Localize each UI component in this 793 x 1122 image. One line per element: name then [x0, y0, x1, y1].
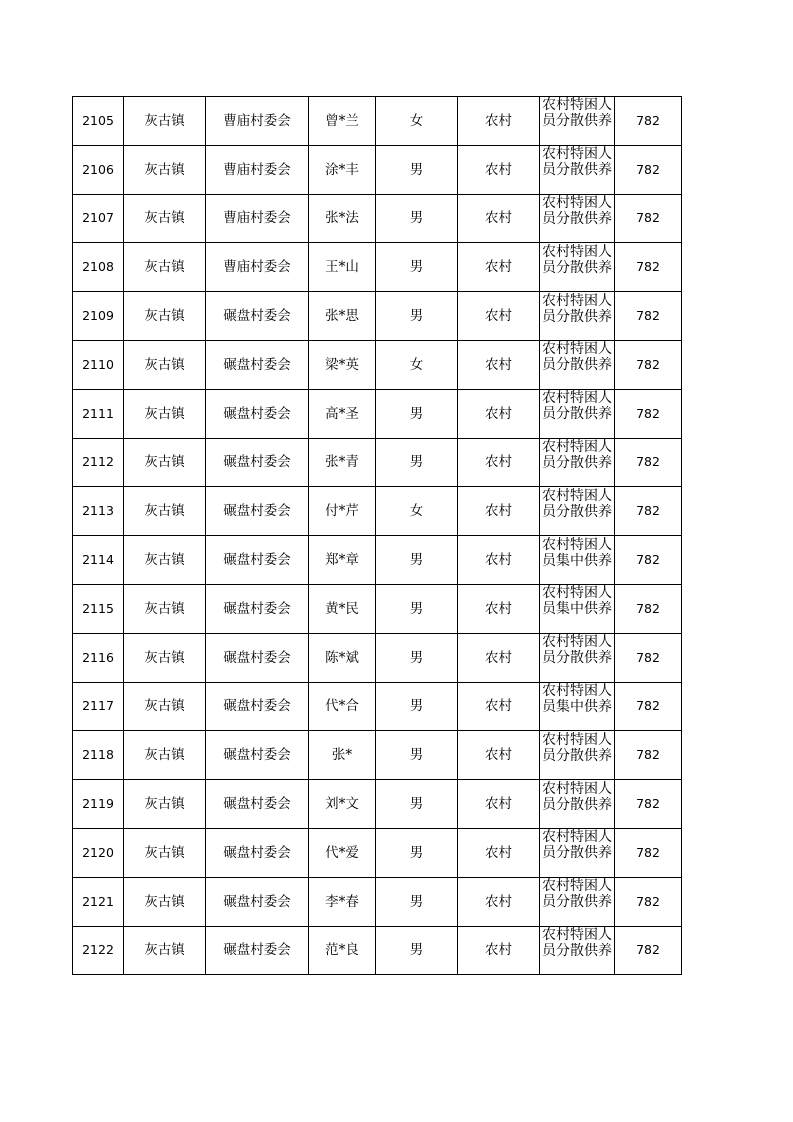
village-committee-cell: 碾盘村委会 — [206, 828, 309, 877]
name-cell: 郑*章 — [309, 536, 376, 585]
support-type-text: 农村特困人员分散供养 — [542, 194, 612, 227]
table-row — [73, 487, 682, 536]
gender-cell: 男 — [376, 536, 458, 585]
serial-number-cell: 2108 — [73, 243, 124, 292]
amount-cell: 782 — [615, 828, 682, 877]
gender-cell: 男 — [376, 584, 458, 633]
town-cell: 灰古镇 — [124, 97, 206, 146]
support-type-text: 农村特困人员集中供养 — [542, 682, 612, 715]
town-cell: 灰古镇 — [124, 877, 206, 926]
gender-cell: 男 — [376, 633, 458, 682]
area-type-cell: 农村 — [458, 780, 540, 829]
records-table-body — [73, 97, 682, 975]
support-type-cell — [540, 536, 615, 585]
support-type-cell — [540, 194, 615, 243]
serial-number-cell: 2121 — [73, 877, 124, 926]
table-row — [73, 145, 682, 194]
serial-number-cell: 2112 — [73, 438, 124, 487]
town-cell: 灰古镇 — [124, 438, 206, 487]
area-type-cell: 农村 — [458, 340, 540, 389]
amount-cell: 782 — [615, 731, 682, 780]
gender-cell: 男 — [376, 145, 458, 194]
village-committee-cell: 曹庙村委会 — [206, 194, 309, 243]
name-cell: 高*圣 — [309, 389, 376, 438]
name-cell: 刘*文 — [309, 780, 376, 829]
support-type-text: 农村特困人员分散供养 — [542, 780, 612, 813]
area-type-cell: 农村 — [458, 243, 540, 292]
village-committee-cell: 碾盘村委会 — [206, 877, 309, 926]
support-type-text: 农村特困人员分散供养 — [542, 487, 612, 520]
serial-number-cell: 2113 — [73, 487, 124, 536]
amount-cell: 782 — [615, 487, 682, 536]
table-row — [73, 780, 682, 829]
gender-cell: 男 — [376, 828, 458, 877]
village-committee-cell: 碾盘村委会 — [206, 584, 309, 633]
area-type-cell: 农村 — [458, 536, 540, 585]
support-type-text: 农村特困人员分散供养 — [542, 731, 612, 764]
area-type-cell: 农村 — [458, 438, 540, 487]
area-type-cell: 农村 — [458, 194, 540, 243]
area-type-cell: 农村 — [458, 682, 540, 731]
support-type-cell — [540, 97, 615, 146]
support-type-cell — [540, 682, 615, 731]
support-type-cell — [540, 487, 615, 536]
table-row — [73, 731, 682, 780]
area-type-cell: 农村 — [458, 731, 540, 780]
town-cell: 灰古镇 — [124, 926, 206, 975]
support-type-text: 农村特困人员分散供养 — [542, 390, 612, 423]
area-type-cell: 农村 — [458, 633, 540, 682]
area-type-cell: 农村 — [458, 828, 540, 877]
gender-cell: 男 — [376, 780, 458, 829]
table-row — [73, 97, 682, 146]
table-row — [73, 438, 682, 487]
amount-cell: 782 — [615, 926, 682, 975]
village-committee-cell: 曹庙村委会 — [206, 97, 309, 146]
support-type-cell — [540, 780, 615, 829]
serial-number-cell: 2109 — [73, 292, 124, 341]
name-cell: 李*春 — [309, 877, 376, 926]
village-committee-cell: 碾盘村委会 — [206, 340, 309, 389]
town-cell: 灰古镇 — [124, 340, 206, 389]
town-cell: 灰古镇 — [124, 780, 206, 829]
town-cell: 灰古镇 — [124, 682, 206, 731]
area-type-cell: 农村 — [458, 389, 540, 438]
table-row — [73, 584, 682, 633]
amount-cell: 782 — [615, 340, 682, 389]
village-committee-cell: 碾盘村委会 — [206, 292, 309, 341]
table-row — [73, 292, 682, 341]
area-type-cell: 农村 — [458, 584, 540, 633]
support-type-text: 农村特困人员分散供养 — [542, 243, 612, 276]
amount-cell: 782 — [615, 389, 682, 438]
serial-number-cell: 2106 — [73, 145, 124, 194]
support-type-cell — [540, 292, 615, 341]
village-committee-cell: 碾盘村委会 — [206, 780, 309, 829]
support-type-cell — [540, 633, 615, 682]
serial-number-cell: 2118 — [73, 731, 124, 780]
gender-cell: 男 — [376, 877, 458, 926]
name-cell: 黄*民 — [309, 584, 376, 633]
amount-cell: 782 — [615, 292, 682, 341]
name-cell: 梁*英 — [309, 340, 376, 389]
gender-cell: 女 — [376, 340, 458, 389]
name-cell: 代*合 — [309, 682, 376, 731]
table-row — [73, 877, 682, 926]
serial-number-cell: 2119 — [73, 780, 124, 829]
serial-number-cell: 2122 — [73, 926, 124, 975]
amount-cell: 782 — [615, 438, 682, 487]
support-type-cell — [540, 877, 615, 926]
village-committee-cell: 曹庙村委会 — [206, 145, 309, 194]
amount-cell: 782 — [615, 633, 682, 682]
gender-cell: 女 — [376, 487, 458, 536]
table-row — [73, 828, 682, 877]
name-cell: 张*青 — [309, 438, 376, 487]
serial-number-cell: 2105 — [73, 97, 124, 146]
serial-number-cell: 2120 — [73, 828, 124, 877]
support-type-text: 农村特困人员集中供养 — [542, 536, 612, 569]
table-row — [73, 536, 682, 585]
name-cell: 张*法 — [309, 194, 376, 243]
name-cell: 代*爱 — [309, 828, 376, 877]
area-type-cell: 农村 — [458, 926, 540, 975]
amount-cell: 782 — [615, 536, 682, 585]
area-type-cell: 农村 — [458, 487, 540, 536]
support-type-cell — [540, 731, 615, 780]
village-committee-cell: 碾盘村委会 — [206, 633, 309, 682]
serial-number-cell: 2107 — [73, 194, 124, 243]
table-row — [73, 926, 682, 975]
village-committee-cell: 碾盘村委会 — [206, 731, 309, 780]
name-cell: 张*思 — [309, 292, 376, 341]
village-committee-cell: 碾盘村委会 — [206, 926, 309, 975]
support-type-text: 农村特困人员分散供养 — [542, 926, 612, 959]
table-row — [73, 340, 682, 389]
amount-cell: 782 — [615, 243, 682, 292]
gender-cell: 男 — [376, 292, 458, 341]
support-type-cell — [540, 438, 615, 487]
table-row — [73, 633, 682, 682]
town-cell: 灰古镇 — [124, 145, 206, 194]
village-committee-cell: 碾盘村委会 — [206, 487, 309, 536]
gender-cell: 男 — [376, 926, 458, 975]
gender-cell: 男 — [376, 682, 458, 731]
serial-number-cell: 2115 — [73, 584, 124, 633]
amount-cell: 782 — [615, 682, 682, 731]
town-cell: 灰古镇 — [124, 243, 206, 292]
support-type-text: 农村特困人员分散供养 — [542, 438, 612, 471]
support-type-text: 农村特困人员分散供养 — [542, 97, 612, 130]
town-cell: 灰古镇 — [124, 828, 206, 877]
village-committee-cell: 曹庙村委会 — [206, 243, 309, 292]
town-cell: 灰古镇 — [124, 292, 206, 341]
support-type-cell — [540, 340, 615, 389]
area-type-cell: 农村 — [458, 145, 540, 194]
amount-cell: 782 — [615, 584, 682, 633]
name-cell: 付*芹 — [309, 487, 376, 536]
area-type-cell: 农村 — [458, 292, 540, 341]
table-row — [73, 389, 682, 438]
support-type-text: 农村特困人员分散供养 — [542, 829, 612, 862]
support-type-text: 农村特困人员分散供养 — [542, 634, 612, 667]
name-cell: 陈*斌 — [309, 633, 376, 682]
town-cell: 灰古镇 — [124, 389, 206, 438]
gender-cell: 女 — [376, 97, 458, 146]
name-cell: 曾*兰 — [309, 97, 376, 146]
gender-cell: 男 — [376, 243, 458, 292]
serial-number-cell: 2116 — [73, 633, 124, 682]
amount-cell: 782 — [615, 194, 682, 243]
table-row — [73, 682, 682, 731]
gender-cell: 男 — [376, 389, 458, 438]
serial-number-cell: 2114 — [73, 536, 124, 585]
support-type-cell — [540, 145, 615, 194]
village-committee-cell: 碾盘村委会 — [206, 536, 309, 585]
amount-cell: 782 — [615, 780, 682, 829]
serial-number-cell: 2111 — [73, 389, 124, 438]
area-type-cell: 农村 — [458, 877, 540, 926]
name-cell: 张* — [309, 731, 376, 780]
table-row — [73, 243, 682, 292]
support-type-text: 农村特困人员分散供养 — [542, 292, 612, 325]
area-type-cell: 农村 — [458, 97, 540, 146]
name-cell: 涂*丰 — [309, 145, 376, 194]
table-row — [73, 194, 682, 243]
town-cell: 灰古镇 — [124, 633, 206, 682]
amount-cell: 782 — [615, 145, 682, 194]
gender-cell: 男 — [376, 194, 458, 243]
support-type-cell — [540, 926, 615, 975]
support-type-cell — [540, 584, 615, 633]
support-type-text: 农村特困人员集中供养 — [542, 585, 612, 618]
amount-cell: 782 — [615, 877, 682, 926]
town-cell: 灰古镇 — [124, 487, 206, 536]
support-type-text: 农村特困人员分散供养 — [542, 146, 612, 179]
serial-number-cell: 2110 — [73, 340, 124, 389]
gender-cell: 男 — [376, 438, 458, 487]
name-cell: 王*山 — [309, 243, 376, 292]
support-type-text: 农村特困人员分散供养 — [542, 878, 612, 911]
records-table — [72, 96, 682, 975]
support-type-cell — [540, 389, 615, 438]
support-type-cell — [540, 243, 615, 292]
town-cell: 灰古镇 — [124, 536, 206, 585]
serial-number-cell: 2117 — [73, 682, 124, 731]
village-committee-cell: 碾盘村委会 — [206, 389, 309, 438]
town-cell: 灰古镇 — [124, 584, 206, 633]
village-committee-cell: 碾盘村委会 — [206, 438, 309, 487]
amount-cell: 782 — [615, 97, 682, 146]
support-type-text: 农村特困人员分散供养 — [542, 341, 612, 374]
gender-cell: 男 — [376, 731, 458, 780]
name-cell: 范*良 — [309, 926, 376, 975]
village-committee-cell: 碾盘村委会 — [206, 682, 309, 731]
town-cell: 灰古镇 — [124, 194, 206, 243]
town-cell: 灰古镇 — [124, 731, 206, 780]
support-type-cell — [540, 828, 615, 877]
